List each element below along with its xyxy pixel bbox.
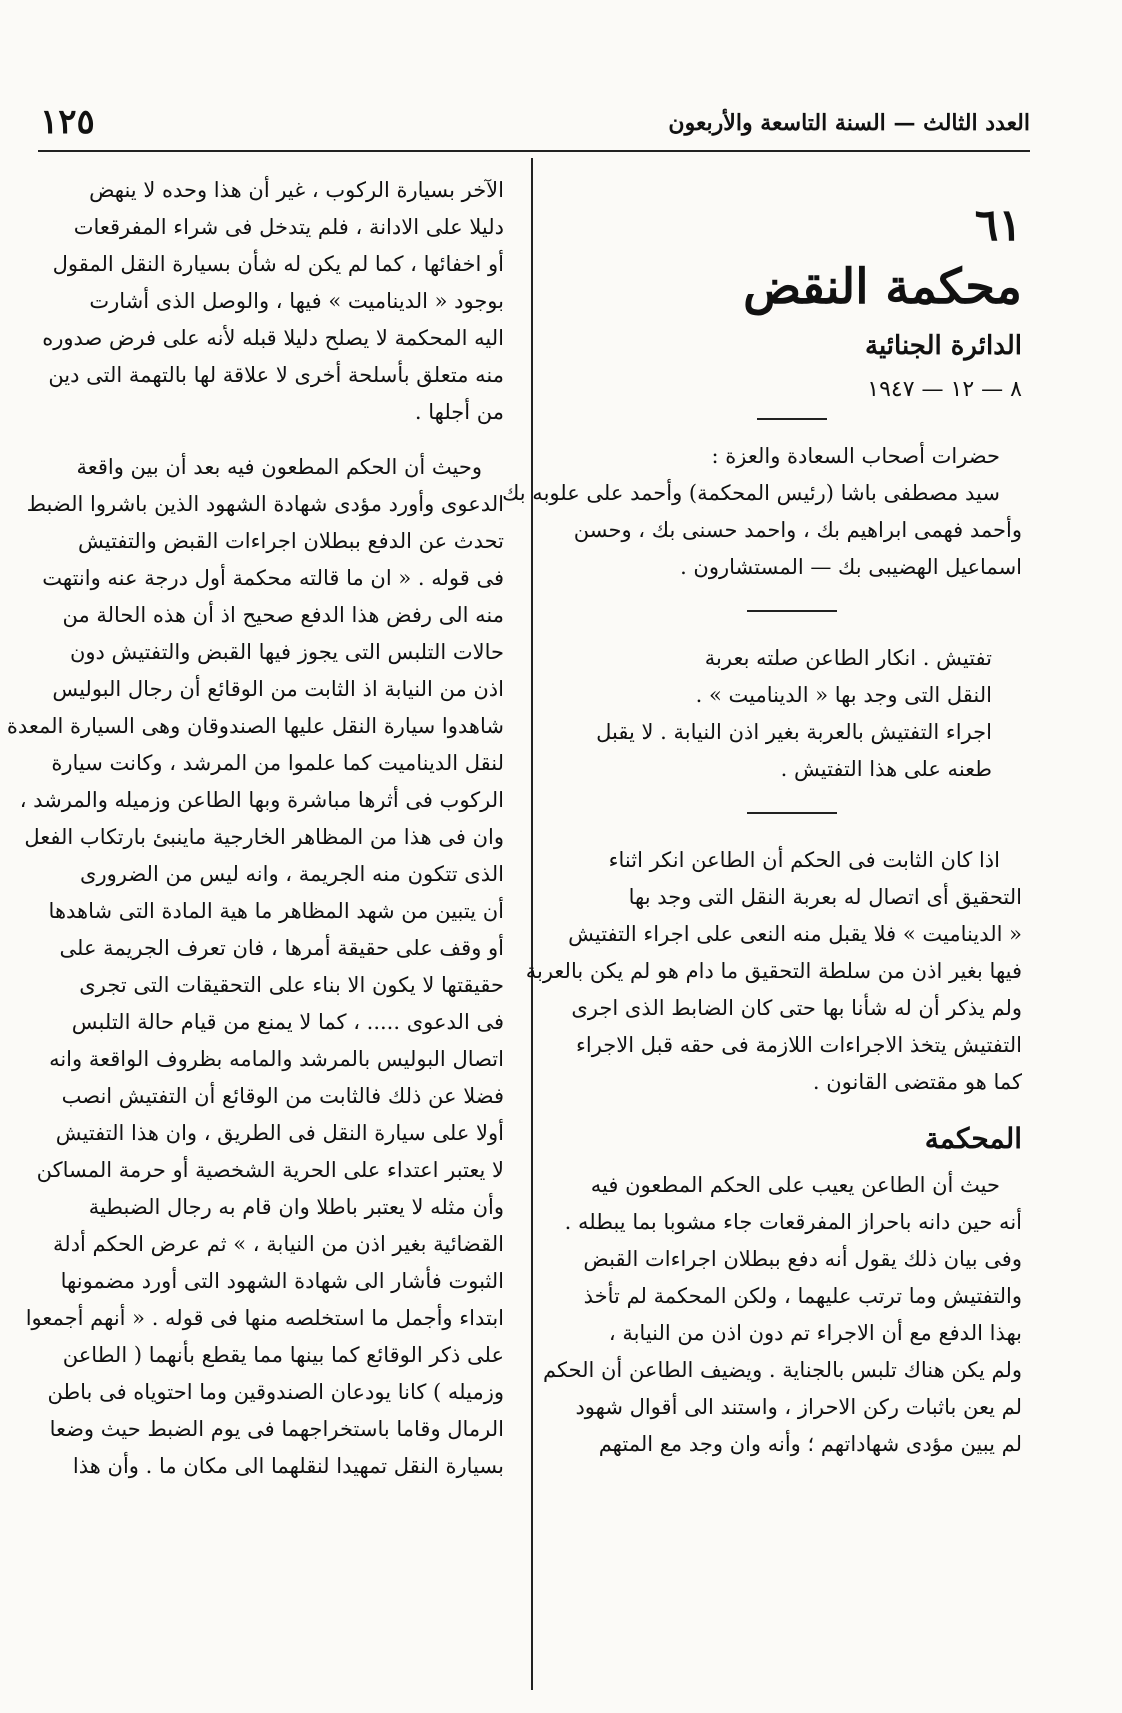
section-rule <box>747 812 837 814</box>
attendance-block <box>502 438 1022 586</box>
text-line: كما هو مقتضى القانون . <box>812 1070 1022 1094</box>
text-line: الرمال وقاما باستخراجهما فى يوم الضبط حيث وضعا <box>49 1417 504 1441</box>
section-rule <box>747 610 837 612</box>
text-line: حيث أن الطاعن يعيب على الحكم المطعون فيه <box>590 1173 1000 1197</box>
text-line: التحقيق أى اتصال له بعربة النقل التى وجد بها <box>628 885 1022 909</box>
text-line: القضائية بغير اذن من النيابة ، » ثم عرض الحكم أدلة <box>53 1232 504 1256</box>
text-line: اسماعيل الهضيبى بك — المستشارون . <box>680 555 1022 579</box>
text-line: فيها بغير اذن من سلطة التحقيق ما دام هو لم يكن بالعربة <box>525 959 1022 983</box>
text-line: منه الى رفض هذا الدفع صحيح اذ أن هذه الحالة من <box>62 603 504 627</box>
text-line: لم يعن باثبات ركن الاحراز ، واستند الى أقوال شهود <box>575 1395 1022 1419</box>
text-line: التفتيش يتخذ الاجراءات اللازمة فى حقه قبل الاجراء <box>575 1033 1022 1057</box>
text-line: تفتيش . انكار الطاعن صلته بعربة <box>704 646 992 670</box>
right-column <box>502 170 1022 1463</box>
text-line: لنقل الديناميت كما علموا من المرشد ، وكانت سيارة <box>51 751 504 775</box>
left-column <box>6 172 504 1485</box>
text-line: حقيقتها لا يكون الا بناء على التحقيقات التى تجرى <box>79 973 504 997</box>
text-line: ولم يكن هناك تلبس بالجناية . ويضيف الطاعن أن الحكم <box>542 1358 1022 1382</box>
case-number: ٦١ <box>974 200 1022 251</box>
text-line: وان فى هذا من المظاهر الخارجية ماينبئ بارتكاب الفعل <box>24 825 504 849</box>
text-line: الآخر بسيارة الركوب ، غير أن هذا وحده لا ينهض <box>89 178 504 202</box>
text-line: حالات التلبس التى يجوز فيها القبض والتفتيش دون <box>69 640 504 664</box>
text-line: دليلا على الادانة ، فلم يتدخل فى شراء المفرقعات <box>73 215 504 239</box>
court-name: محكمة النقض <box>743 259 1022 315</box>
text-line: أن يتبين من شهد المظاهر ما هية المادة التى شاهدها <box>48 899 504 923</box>
text-line: من أجلها . <box>414 400 504 424</box>
text-line: الركوب فى أثرها مباشرة وبها الطاعن وزميله والمرشد ، <box>19 788 504 812</box>
text-line: اذا كان الثابت فى الحكم أن الطاعن انكر اثناء <box>608 848 1000 872</box>
text-line: لم يبين مؤدى شهاداتهم ؛ وأنه وان وجد مع المتهم <box>598 1432 1022 1456</box>
text-line: اليه المحكمة لا يصلح دليلا قبله لأنه على فرض صدوره <box>42 326 504 350</box>
principle-block <box>525 842 1022 1101</box>
column-divider <box>531 158 533 1690</box>
judgment-heading: المحكمة <box>924 1122 1022 1155</box>
text-line: فضلا عن ذلك فالثابت من الوقائع أن التفتيش انصب <box>61 1084 504 1108</box>
text-line: ولم يذكر أن له شأنا بها حتى كان الضابط الذى اجرى <box>571 996 1022 1020</box>
text-line: طعنه على هذا التفتيش . <box>780 757 992 781</box>
paragraph-gap <box>44 431 504 449</box>
text-line: أو وقف على حقيقة أمرها ، فان تعرف الجريمة على <box>59 936 504 960</box>
circuit-name: الدائرة الجنائية <box>865 331 1022 361</box>
text-line: سيد مصطفى باشا (رئيس المحكمة) وأحمد على علوبه بك <box>502 481 1000 505</box>
text-line: تحدث عن الدفع ببطلان اجراءات القبض والتفتيش <box>77 529 504 553</box>
paragraph-main <box>6 449 504 1485</box>
section-rule <box>757 418 827 420</box>
text-line: الذى تتكون منه الجريمة ، وانه ليس من الضرورى <box>80 862 504 886</box>
text-line: منه متعلق بأسلحة أخرى لا علاقة لها بالتهمة التى دين <box>48 363 504 387</box>
text-line: لا يعتبر اعتداء على الحرية الشخصية أو حرمة المساكن <box>36 1158 504 1182</box>
text-line: وحيث أن الحكم المطعون فيه بعد أن بين واقعة <box>76 455 482 479</box>
text-line: فى الدعوى ..... ، كما لا يمنع من قيام حالة التلبس <box>71 1010 504 1034</box>
summary-block <box>562 640 1022 788</box>
text-line: وأن مثله لا يعتبر باطلا وان قام به رجال الضبطية <box>88 1195 504 1219</box>
text-line: اذن من النيابة اذ الثابت من الوقائع أن رجال البوليس <box>52 677 504 701</box>
text-line: اجراء التفتيش بالعربة بغير اذن النيابة . لا يقبل <box>596 720 992 744</box>
text-line: بسيارة النقل تمهيدا لنقلهما الى مكان ما . وأن هذا <box>72 1454 504 1478</box>
text-line: « الديناميت » فلا يقبل منه النعى على اجراء التفتيش <box>568 922 1022 946</box>
text-line: أولا على سيارة النقل فى الطريق ، وان هذا التفتيش <box>55 1121 504 1145</box>
text-line: أو اخفائها ، كما لم يكن له شأن بسيارة النقل المقول <box>52 252 504 276</box>
text-line: فى قوله . « ان ما قالته محكمة أول درجة عنه وانتهت <box>42 566 504 590</box>
text-line: وفى بيان ذلك يقول أنه دفع ببطلان اجراءات القبض <box>583 1247 1022 1271</box>
text-line: النقل التى وجد بها « الديناميت » . <box>695 683 992 707</box>
text-line: اتصال البوليس بالمرشد والمامه بظروف الواقعة وانه <box>49 1047 504 1071</box>
text-line: بوجود « الديناميت » فيها ، والوصل الذى أشارت <box>89 289 504 313</box>
issue-title: العدد الثالث — السنة التاسعة والأربعون <box>668 110 1030 136</box>
text-line: حضرات أصحاب السعادة والعزة : <box>711 444 1000 468</box>
text-line: الدعوى وأورد مؤدى شهادة الشهود الذين باشروا الضبط <box>26 492 504 516</box>
text-line: أنه حين دانه باحراز المفرقعات جاء مشوبا بما يبطله . <box>564 1210 1022 1234</box>
text-line: وأحمد فهمى ابراهيم بك ، واحمد حسنى بك ، وحسن <box>573 518 1022 542</box>
page-number: ١٢٥ <box>40 102 95 142</box>
ruling-date: ٨ — ١٢ — ١٩٤٧ <box>867 377 1022 402</box>
judgment-block <box>542 1167 1022 1463</box>
paragraph-continued <box>44 172 504 431</box>
text-line: ابتداء وأجمل ما استخلصه منها فى قوله . « أنهم أجمعوا <box>25 1306 504 1330</box>
header-rule <box>38 150 1030 152</box>
text-line: وزميله ) كانا يودعان الصندوقين وما احتوياه فى باطن <box>47 1380 504 1404</box>
text-line: على ذكر الوقائع كما بينها مما يقطع بأنهما ( الطاعن <box>62 1343 504 1367</box>
text-line: بهذا الدفع مع أن الاجراء تم دون اذن من النيابة ، <box>608 1321 1022 1345</box>
text-line: والتفتيش وما ترتب عليهما ، ولكن المحكمة لم تأخذ <box>583 1284 1022 1308</box>
text-line: شاهدوا سيارة النقل عليها الصندوقان وهى السيارة المعدة <box>6 714 504 738</box>
text-line: الثبوت فأشار الى شهادة الشهود التى أورد مضمونها <box>60 1269 504 1293</box>
page-header <box>40 100 1030 150</box>
